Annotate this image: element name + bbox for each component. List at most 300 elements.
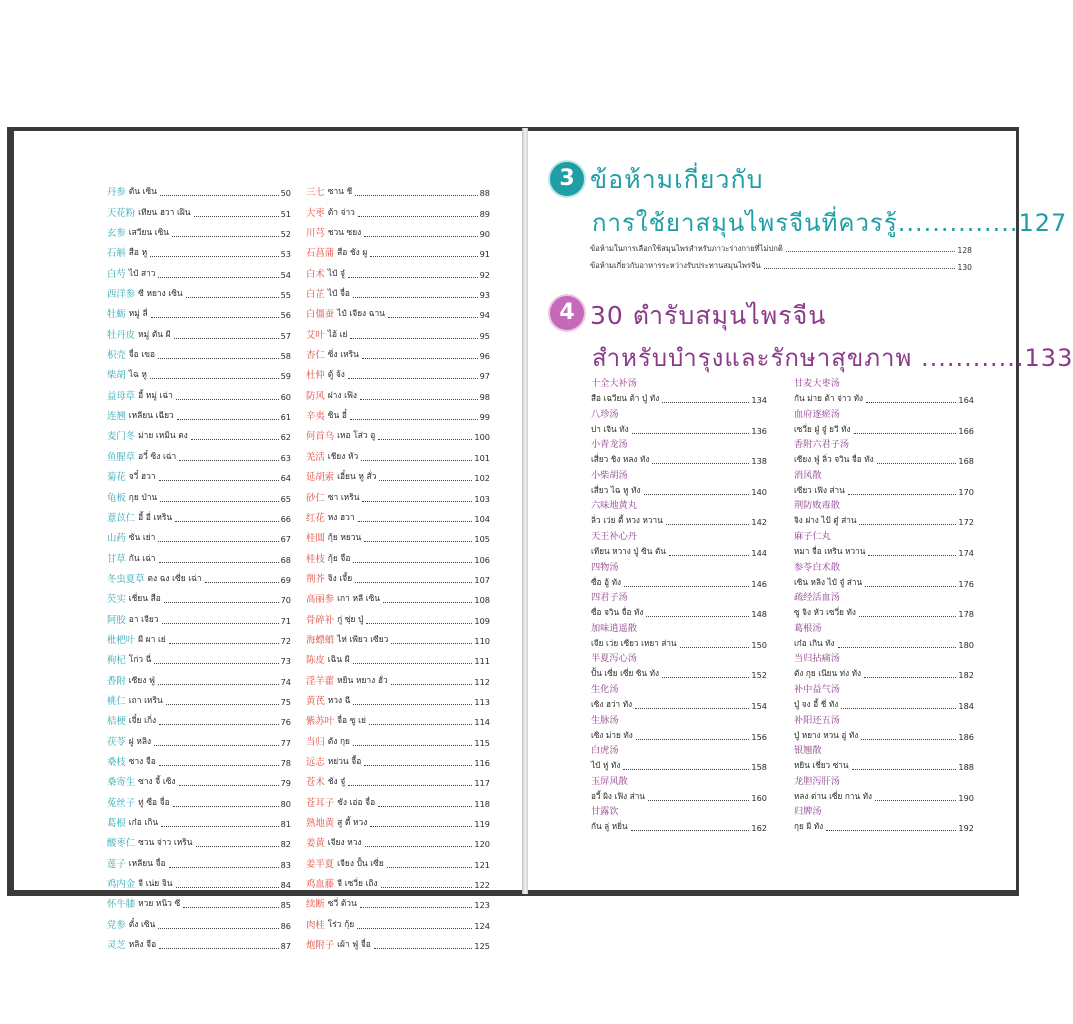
page-number: 54 <box>280 269 291 280</box>
formula-line <box>591 789 767 803</box>
dot-leader <box>360 907 473 908</box>
formula-chinese-name: 葛根汤 <box>794 622 822 634</box>
page-number: 113 <box>474 696 490 707</box>
dot-leader <box>158 541 278 542</box>
thai-reading: เผ้า ฟู่ จื่อ <box>337 939 371 950</box>
page-number: 88 <box>479 188 490 199</box>
page-number: 105 <box>474 534 490 545</box>
formula-thai-reading: จิง ฝาง ไป้ ตู๋ ส่าน <box>794 515 857 526</box>
formula-chinese-name: 补阳还五汤 <box>794 714 840 726</box>
page-number: 98 <box>479 391 490 402</box>
dot-leader <box>866 402 956 403</box>
page-number: 110 <box>474 635 490 646</box>
dot-leader <box>355 195 477 196</box>
chinese-name: 红花 <box>306 512 325 524</box>
page-number: 64 <box>280 473 291 484</box>
index-entry <box>107 768 291 788</box>
dot-leader <box>381 887 473 888</box>
dot-leader <box>172 236 279 237</box>
formula-thai-reading: เซิง ม่าย ทัง <box>591 729 633 740</box>
formula-entry <box>591 713 767 744</box>
page-number: 87 <box>280 941 291 952</box>
page-number: 84 <box>280 880 291 891</box>
thai-reading: ไป๋ เจียง ฉาน <box>337 308 385 319</box>
index-entry <box>306 585 490 605</box>
section-4-badge <box>548 294 586 332</box>
formula-thai-reading: กัน ม่าย ต้า จ่าว ทัง <box>794 393 864 403</box>
formula-chinese-name: 六味地黄丸 <box>591 500 637 512</box>
dot-leader <box>623 769 749 770</box>
index-entry <box>107 300 291 320</box>
index-entry <box>107 646 291 666</box>
index-entry <box>107 585 291 605</box>
chinese-name: 白僵蚕 <box>306 309 335 321</box>
page-number: 71 <box>280 615 291 626</box>
page-number: 122 <box>474 880 490 891</box>
formula-chinese-name: 补中益气汤 <box>794 683 840 695</box>
chinese-name: 香附 <box>107 675 126 687</box>
dot-leader <box>875 800 956 801</box>
chinese-name: 桃仁 <box>107 695 126 707</box>
formula-thai-reading: ปา เจิน ทัง <box>591 423 629 434</box>
chinese-name: 熟地黄 <box>306 818 335 829</box>
thai-reading: ตั๋ง เซิน <box>128 918 156 929</box>
index-entry <box>107 259 291 279</box>
page-number: 83 <box>280 859 291 870</box>
chinese-name: 山药 <box>107 533 126 545</box>
dot-leader <box>151 317 279 318</box>
formula-entry <box>794 774 974 805</box>
index-entry <box>306 524 490 544</box>
dot-leader <box>173 806 279 807</box>
thai-reading: ซาง จือ <box>128 755 156 766</box>
formula-chinese-name: 荆防败毒散 <box>794 500 840 512</box>
chinese-name: 三七 <box>306 187 325 199</box>
chinese-name: 菊花 <box>107 472 126 484</box>
thai-reading: กู่ ซุ่ย ปู่ <box>337 613 364 624</box>
formula-entry <box>591 743 767 774</box>
index-entry <box>107 890 291 910</box>
formula-thai-reading: กุย ผี ทัง <box>794 821 824 832</box>
dot-leader <box>350 419 478 420</box>
dot-leader <box>378 439 472 440</box>
dot-leader <box>865 586 956 587</box>
dot-leader <box>160 501 278 502</box>
chinese-name: 桑枝 <box>107 756 126 768</box>
dot-leader <box>348 785 472 786</box>
thai-reading: ซิ่ง เหริน <box>327 349 359 360</box>
page-number: 118 <box>474 798 490 809</box>
formula-entry <box>591 437 767 468</box>
index-entry <box>107 239 291 259</box>
formula-entry <box>591 651 767 682</box>
formula-thai-reading: เสี่ยว ไฉ หู ทัง <box>591 484 641 495</box>
dot-leader <box>854 433 957 434</box>
index-entry <box>107 809 291 829</box>
formula-thai-reading: สือ เฉวียน ต้า ปู่ ทัง <box>591 393 660 403</box>
page-number: 150 <box>751 639 767 650</box>
section-3-sub-2 <box>590 256 972 272</box>
thai-reading: หวง ฉี <box>327 694 351 705</box>
dot-leader <box>158 358 279 359</box>
dot-leader <box>365 846 473 847</box>
thai-reading: เถา เหริน <box>128 694 163 705</box>
dot-leader <box>868 555 956 556</box>
dot-leader <box>358 521 473 522</box>
formula-entry <box>591 621 767 652</box>
chinese-name: 鸡内金 <box>107 879 136 891</box>
page-number: 156 <box>751 731 767 742</box>
index-entry <box>107 524 291 544</box>
formula-thai-reading: หยิน เชี่ยว ซ่าน <box>794 760 849 771</box>
formula-entry <box>794 407 974 438</box>
dot-leader <box>357 928 472 929</box>
dot-leader <box>624 586 749 587</box>
dot-leader <box>374 948 473 949</box>
dot-leader <box>176 399 279 400</box>
index-entry <box>107 422 291 442</box>
page-number: 188 <box>958 762 974 773</box>
chinese-name: 骨碎补 <box>306 614 335 626</box>
page-number: 57 <box>280 330 291 341</box>
page-number: 81 <box>280 819 291 829</box>
chinese-name: 远志 <box>306 756 325 768</box>
thai-reading: ซี หยาง เซิน <box>138 288 183 299</box>
thai-reading: กุย ป่าน <box>128 491 158 502</box>
chinese-name: 白术 <box>306 268 325 280</box>
chinese-name: 石菖蒲 <box>306 248 335 260</box>
dot-leader <box>158 684 279 685</box>
chinese-name: 西洋参 <box>107 289 136 301</box>
thai-reading: เฉิน ผี <box>327 654 350 665</box>
page-number: 65 <box>280 493 291 504</box>
formula-line <box>794 636 974 650</box>
dot-leader <box>662 402 749 403</box>
chinese-name: 大枣 <box>306 207 325 219</box>
formula-entry <box>794 468 974 499</box>
dot-leader <box>159 724 278 725</box>
index-entry <box>107 727 291 747</box>
dot-leader <box>369 724 473 725</box>
index-entry <box>107 341 291 361</box>
thai-reading: ซวี่ ต้วน <box>327 898 357 909</box>
dot-leader <box>348 277 478 278</box>
formula-line <box>591 728 767 742</box>
formula-entry <box>591 376 767 407</box>
dot-leader <box>362 358 478 359</box>
page-number: 120 <box>474 839 490 850</box>
dot-leader <box>161 826 279 827</box>
formula-line <box>591 697 767 711</box>
page-number: 100 <box>474 432 490 443</box>
thai-reading: ตัง กุย <box>327 735 350 746</box>
formula-thai-reading: อวี้ ผิง เฟิง ส่าน <box>591 790 645 801</box>
page-number: 75 <box>280 696 291 707</box>
dot-leader <box>644 494 750 495</box>
formula-line <box>591 544 767 558</box>
thai-reading: ซวน จ่าว เหริน <box>138 837 193 848</box>
page-number: 96 <box>479 351 490 362</box>
formula-chinese-name: 归脾汤 <box>794 806 822 818</box>
formula-line <box>591 513 767 527</box>
formula-line <box>794 728 974 742</box>
dot-leader <box>175 521 278 522</box>
thai-reading: เสวียน เซิน <box>128 227 170 238</box>
chinese-name: 麦门冬 <box>107 431 136 443</box>
index-entry <box>306 544 490 564</box>
page-number: 103 <box>474 493 490 504</box>
chinese-name: 羌活 <box>306 451 325 463</box>
chinese-name: 连翘 <box>107 411 126 423</box>
index-entry <box>306 931 490 951</box>
index-entry <box>306 463 490 483</box>
page-number: 152 <box>751 670 767 681</box>
thai-reading: ไป๋ จู๋ <box>327 267 345 278</box>
formula-chinese-name: 生化汤 <box>591 683 619 695</box>
page-number: 70 <box>280 595 291 606</box>
dot-leader <box>353 562 472 563</box>
section-3-title-line-2: การใช้ยาสมุนไพรจีนที่ควรรู้..............127 <box>592 209 1068 237</box>
thai-reading: เจียง หวง <box>327 837 362 848</box>
formula-chinese-name: 十全大补汤 <box>591 378 637 389</box>
page-number: 146 <box>751 578 767 589</box>
thai-reading: ไอ้ เย่ <box>327 328 348 339</box>
dot-leader <box>353 745 472 746</box>
formula-line <box>794 391 974 405</box>
thai-reading: กุ้ย จือ <box>327 552 351 563</box>
index-entry <box>107 320 291 340</box>
page-number: 104 <box>474 513 490 524</box>
chinese-name: 桂枝 <box>306 553 325 565</box>
chinese-name: 杏仁 <box>306 350 325 362</box>
formula-thai-reading: เซิน หลิง ไป๋ จู๋ ส่าน <box>794 576 863 587</box>
index-entry <box>306 788 490 808</box>
chinese-name: 玄参 <box>107 228 126 240</box>
dot-leader <box>160 195 279 196</box>
dot-leader <box>358 216 478 217</box>
page-number: 77 <box>280 737 291 748</box>
section-3-number: 3 <box>559 166 575 191</box>
page-number: 91 <box>479 249 490 260</box>
dot-leader <box>154 663 278 664</box>
dot-leader <box>361 460 472 461</box>
formula-line <box>794 544 974 558</box>
thai-reading: โร่ว กุ้ย <box>327 918 355 929</box>
page-number: 121 <box>474 859 490 870</box>
thai-reading: ฝู หลิง <box>128 735 152 746</box>
index-entry <box>306 626 490 646</box>
index-entry <box>107 463 291 483</box>
index-entry <box>306 422 490 442</box>
chinese-name: 何首乌 <box>306 431 335 443</box>
thai-reading: กัน เฉ่า <box>128 552 156 563</box>
dot-leader <box>877 463 957 464</box>
dot-leader <box>852 769 957 770</box>
chinese-name: 怀牛膝 <box>107 899 136 911</box>
index-entry <box>306 178 490 198</box>
dot-leader <box>194 216 279 217</box>
formula-thai-reading: หลง ต่าน เซี่ย กาน ทัง <box>794 790 873 801</box>
page-number: 182 <box>958 670 974 681</box>
formula-thai-reading: เสี่ยว ชิง หลง ทัง <box>591 454 650 465</box>
index-entry <box>306 727 490 747</box>
thai-reading: จวี๋ ฮวา <box>128 471 156 482</box>
dot-leader <box>169 867 279 868</box>
dot-leader <box>159 765 279 766</box>
chinese-name: 砂仁 <box>306 492 325 504</box>
formula-entry <box>794 621 974 652</box>
dot-leader <box>388 317 478 318</box>
page-number: 170 <box>958 486 974 497</box>
chinese-name: 薏苡仁 <box>107 512 136 524</box>
formula-entry <box>591 560 767 591</box>
index-entry <box>306 280 490 300</box>
page-number: 148 <box>751 609 767 620</box>
chinese-name: 姜半夏 <box>306 858 335 870</box>
chinese-name: 紫苏叶 <box>306 716 335 728</box>
chinese-name: 益母草 <box>107 390 136 402</box>
formula-entry <box>794 682 974 713</box>
thai-reading: ซาน ชี <box>327 186 353 197</box>
chinese-name: 淫羊藿 <box>306 675 335 687</box>
page-number: 111 <box>474 656 490 667</box>
page-number: 107 <box>474 574 490 585</box>
thai-reading: ม่าย เหมิน ตง <box>138 430 188 441</box>
dot-leader <box>864 677 956 678</box>
chinese-name: 丹参 <box>107 187 126 199</box>
dot-leader <box>169 643 279 644</box>
dot-leader <box>764 268 955 269</box>
formula-line <box>591 636 767 650</box>
chinese-name: 莲子 <box>107 858 126 870</box>
dot-leader <box>348 378 478 379</box>
page-number: 172 <box>958 517 974 528</box>
formula-entry <box>794 713 974 744</box>
dot-leader <box>859 616 956 617</box>
page-number: 117 <box>474 778 490 789</box>
page-number: 51 <box>280 208 291 219</box>
thai-reading: สือ ชัง ผู <box>337 247 368 258</box>
dot-leader <box>635 708 749 709</box>
thai-reading: ตัน เซิน <box>128 186 157 197</box>
page-number: 53 <box>280 249 291 260</box>
formula-thai-reading: ซื่อ อู้ ทัง <box>591 576 621 587</box>
thai-reading: โก่ว ฉี่ <box>128 654 152 665</box>
index-entry <box>107 361 291 381</box>
page-number: 62 <box>280 432 291 443</box>
thai-reading: ทู่ ซือ จื่อ <box>138 796 170 807</box>
formula-thai-reading: ลิ่ว เว่ย ตี้ หวง หวาน <box>591 515 663 526</box>
chinese-name: 菟丝子 <box>107 797 136 809</box>
page-number: 76 <box>280 717 291 728</box>
dot-leader <box>861 739 956 740</box>
formula-thai-reading: เซวี่ย ฝู่ จู๋ ยวี ทัง <box>794 423 851 434</box>
chinese-name: 枸杞 <box>107 655 126 667</box>
page-number: 164 <box>958 395 974 405</box>
page-number: 102 <box>474 473 490 484</box>
thai-reading: อี้ อี่ เหริน <box>138 511 173 522</box>
thai-reading: เซียง ฟู่ <box>128 674 155 685</box>
page-number: 174 <box>958 547 974 558</box>
thai-reading: เอี๋ยน หู สั่ว <box>337 471 377 482</box>
chinese-name: 桑寄生 <box>107 777 136 789</box>
index-entry <box>306 910 490 930</box>
chinese-name: 川芎 <box>306 228 325 240</box>
dot-leader <box>166 704 279 705</box>
page-number: 60 <box>280 391 291 402</box>
index-entry <box>107 931 291 951</box>
thai-reading: หมู่ ตัน ผี <box>138 328 171 339</box>
thai-reading: ชวน ซยง <box>327 227 362 238</box>
chinese-name: 枇杷叶 <box>107 634 136 646</box>
thai-reading: ซา เหริน <box>327 491 360 502</box>
chinese-name: 甘草 <box>107 553 126 565</box>
page-number: 80 <box>280 798 291 809</box>
thai-reading: ไฉ หู <box>128 369 147 380</box>
dot-leader <box>196 846 279 847</box>
thai-reading: ไป๋ สาว <box>128 267 156 278</box>
dot-leader <box>162 623 279 624</box>
formula-thai-reading: เซิง ฮว่า ทัง <box>591 698 633 709</box>
index-entry <box>306 809 490 829</box>
page-number: 154 <box>751 700 767 711</box>
dot-leader <box>350 338 477 339</box>
page-number: 56 <box>280 310 291 321</box>
formula-chinese-name: 玉屏风散 <box>591 775 628 787</box>
formula-thai-reading: เก๋อ เกิน ทัง <box>794 637 835 648</box>
dot-leader <box>666 524 750 525</box>
formula-chinese-name: 参苓白术散 <box>794 561 840 573</box>
formula-line <box>591 391 767 405</box>
chinese-name: 白芍 <box>107 268 126 280</box>
formula-chinese-name: 加味逍遥散 <box>591 622 637 634</box>
formula-entry <box>794 651 974 682</box>
formula-entry <box>794 498 974 529</box>
chinese-name: 茯苓 <box>107 736 126 748</box>
formula-line <box>591 605 767 619</box>
dot-leader <box>205 582 279 583</box>
index-entry <box>306 341 490 361</box>
chinese-name: 牡丹皮 <box>107 329 136 341</box>
background-top <box>0 0 1024 127</box>
formula-chinese-name: 小柴胡汤 <box>591 469 628 481</box>
formula-entry <box>794 743 974 774</box>
thai-reading: ไห่ เพียว เซียว <box>337 633 389 644</box>
thai-reading: ผี ผา เย่ <box>138 633 166 644</box>
dot-leader <box>177 419 279 420</box>
page-number: 95 <box>479 330 490 341</box>
index-entry <box>107 198 291 218</box>
page-number: 94 <box>479 310 490 321</box>
page-number: 125 <box>474 941 490 952</box>
formula-line <box>794 422 974 436</box>
dot-leader <box>183 907 278 908</box>
formula-entry <box>591 774 767 805</box>
page-number: 158 <box>751 762 767 773</box>
formula-line <box>591 575 767 589</box>
chinese-name: 高丽参 <box>306 594 335 606</box>
chinese-name: 姜黄 <box>306 838 325 850</box>
index-entry <box>306 849 490 869</box>
formula-entry <box>794 529 974 560</box>
index-entry <box>107 910 291 930</box>
thai-reading: จื่อ เขอ <box>128 349 155 360</box>
index-entry <box>107 829 291 849</box>
formula-thai-reading: เจีย เว่ย เซียว เหยา ส่าน <box>591 637 677 648</box>
dot-leader <box>631 830 750 831</box>
dot-leader <box>364 541 472 542</box>
formula-entry <box>591 498 767 529</box>
